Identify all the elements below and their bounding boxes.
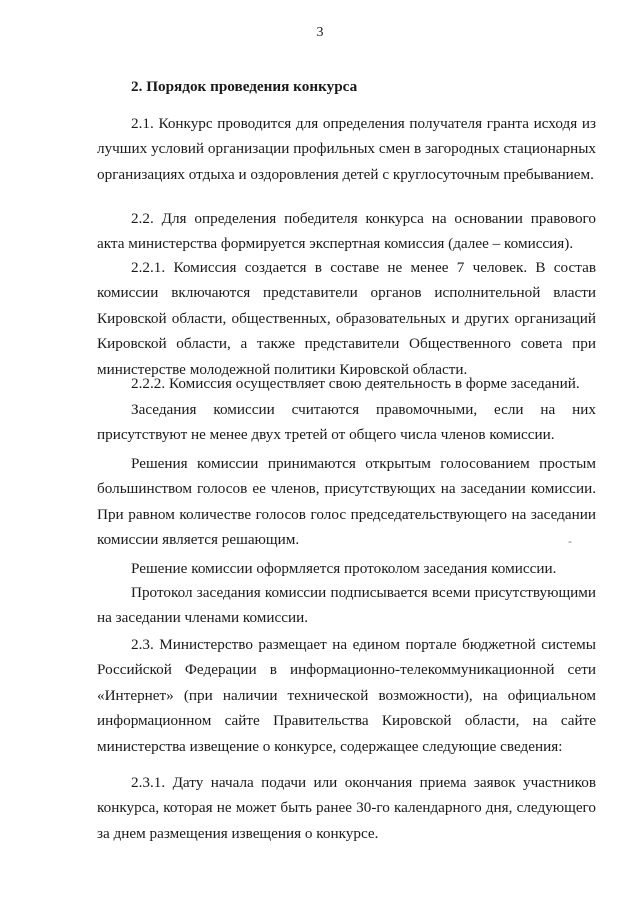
paragraph-decisions: Решения комиссии принимаются открытым голосованием простым большинством голосов ее членов, присутствующих на заседании комиссии. При равном количестве голосов голос председательствующего на заседании комиссии является решающим. — [97, 455, 596, 549]
section-heading: 2. Порядок проведения конкурса — [131, 78, 358, 95]
paragraph-2-2: 2.2. Для определения победителя конкурса на основании правового акта министерства формируется экспертная комиссия (далее – комиссия). — [97, 210, 596, 253]
paragraph-2-1: 2.1. Конкурс проводится для определения получателя гранта исходя из лучших условий организации профильных смен в загородных стационарных организациях отдыха и оздоровления детей с круглосуточным пребыванием. — [97, 115, 596, 183]
paragraph-protocol-signing: Протокол заседания комиссии подписывается всеми присутствующими на заседании членами комиссии. — [97, 584, 596, 627]
page-number: 3 — [316, 25, 324, 40]
paragraph-2-2-2: 2.2.2. Комиссия осуществляет свою деятельность в форме заседаний. — [131, 375, 580, 392]
paragraph-2-3: 2.3. Министерство размещает на едином портале бюджетной системы Российской Федерации в информационно-телекоммуникационной сети «Интернет» (при наличии технической возможности), на официальном информационном сайте Правительства Кировской области, на сайте министерства извещение о конкурсе, содержащее следующие сведения: — [97, 636, 596, 755]
paragraph-2-3-1: 2.3.1. Дату начала подачи или окончания приема заявок участников конкурса, которая не может быть ранее 30-го календарного дня, следующего за днем размещения извещения о конкурсе. — [97, 774, 596, 842]
paragraph-quorum: Заседания комиссии считаются правомочными, если на них присутствуют не менее двух третей от общего числа членов комиссии. — [97, 401, 596, 444]
paragraph-protocol-formation: Решение комиссии оформляется протоколом заседания комиссии. — [131, 560, 557, 577]
paragraph-2-2-1: 2.2.1. Комиссия создается в составе не менее 7 человек. В состав комиссии включаются представители органов исполнительной власти Кировской области, общественных, образовательных и других организаций Кировской области, а также представители Общественного совета при министерстве молодежной политики Кировской области. — [97, 259, 596, 378]
margin-mark: - — [568, 534, 572, 548]
